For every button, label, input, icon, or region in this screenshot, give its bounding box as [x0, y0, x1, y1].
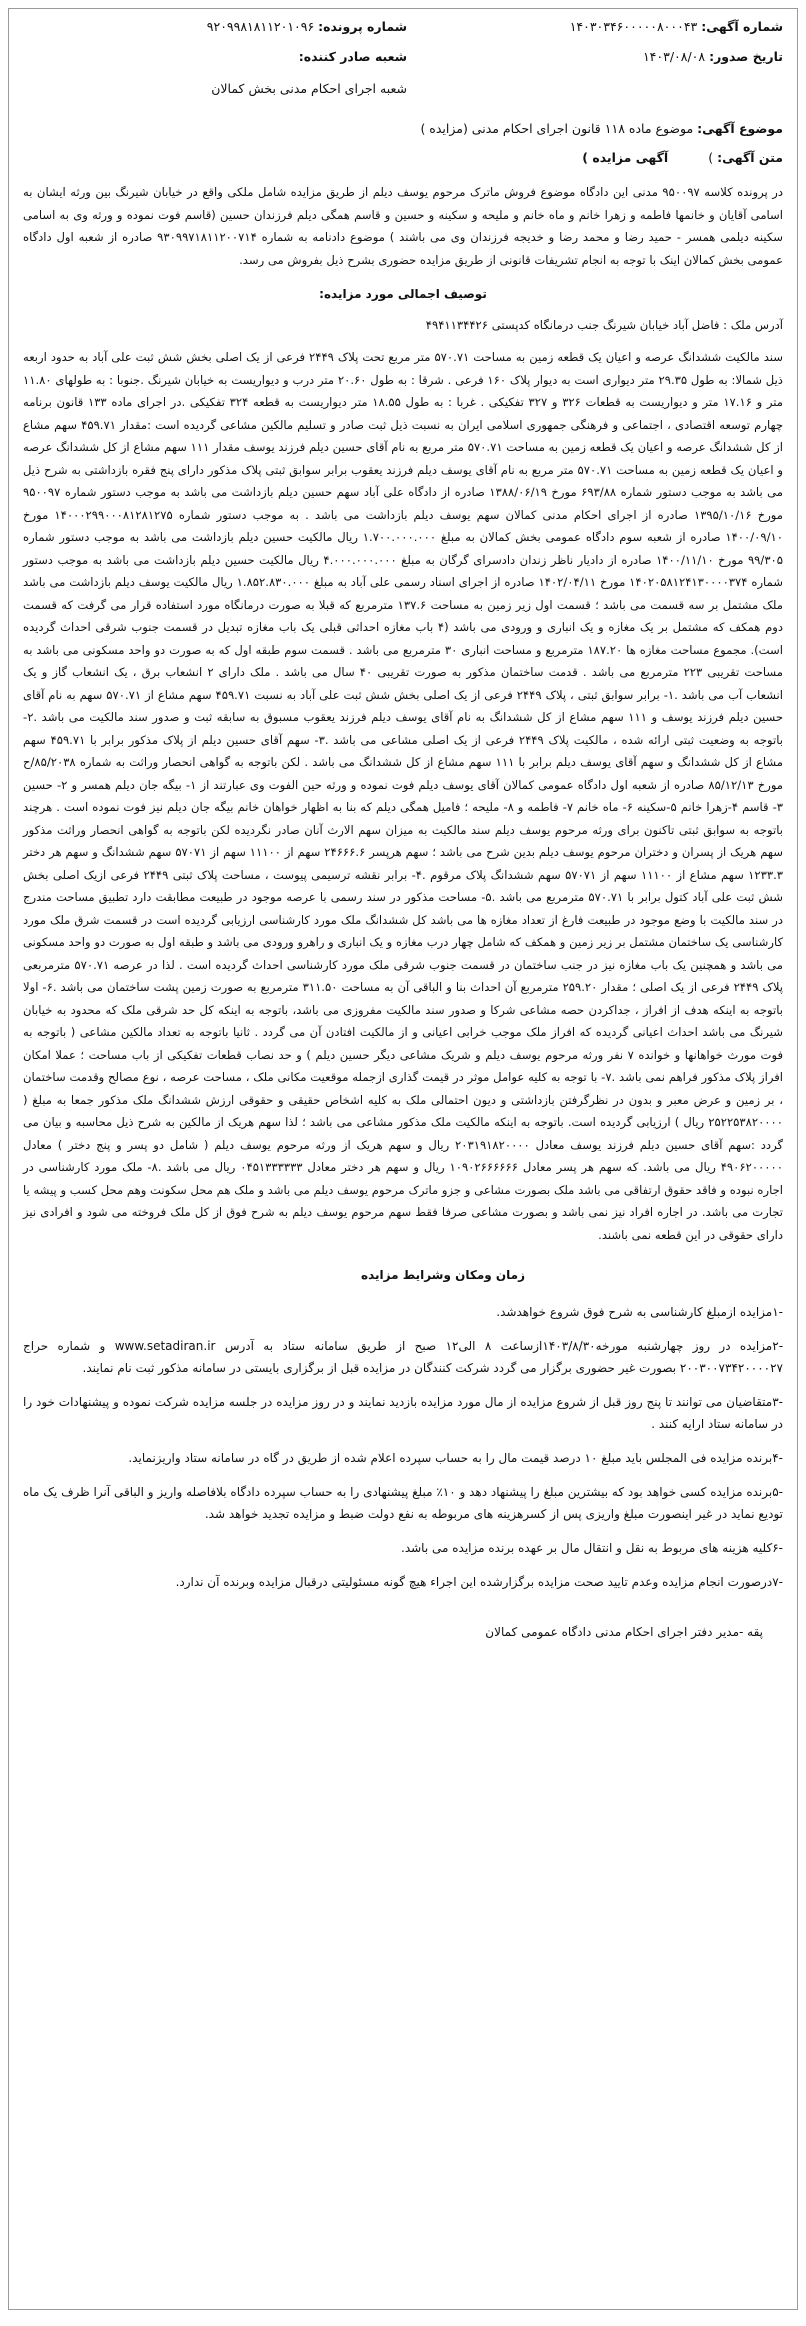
condition-item: -۵برنده مزایده کسی خواهد بود که بیشترین مبلغ را پیشنهاد دهد و ۱۰٪ مبلغ پیشنهادی را به حساب سپرده دادگاه بلافاصله واریز و الباقی آنرا ظرف یک ماه تودیع نماید در غیر اینصورت مبلغ واریزی پس از کسرهزینه های مربوطه به نفع دولت ضبط و مزایده تجدید خواهد شد.	[23, 1484, 784, 1521]
issue-date-label: تاریخ صدور:	[709, 49, 783, 64]
intro-paragraph: در پرونده کلاسه ۹۵۰۰۹۷ مدنی این دادگاه موضوع فروش ماترک مرحوم یوسف دیلم از طریق مزایده شامل ملکی واقع در خیابان شیرنگ بین ورثه ایشان به اسامی آقایان و خانمها فاطمه و زهرا خانم و ماه خانم و ملیحه و سکینه و حسین و قاسم همگی دیلم فرزندان حسین (قاسم فوت نموده و ورثه وی به اسامی سکینه دیلمی همسر - حمید رضا و محمد رضا و خدیجه فرزندان وی می باشند ) موضوع دادنامه به شماره ۹۳۰۹۹۷۱۸۱۱۲۰۰۷۱۴ صادره از شعبه اول دادگاه عمومی بخش کمالان اینک با توجه به انجام تشریفات قانونی از طریق مزایده حضوری بشرح ذیل بفروش می رسد.	[23, 185, 783, 267]
condition-item: -۱مزایده ازمبلغ کارشناسی به شرح فوق شروع خواهدشد.	[496, 1304, 783, 1319]
notice-meta	[9, 121, 797, 165]
condition-item: -۷درصورت انجام مزایده وعدم تایید صحت مزایده برگزارشده این اجراء هیچ گونه مسئولیتی درقبال مزایده وبرنده آن ندارد.	[175, 1574, 783, 1589]
signature-line: پقه -مدیر دفتر اجرای احکام مدنی دادگاه عمومی کمالان	[485, 1624, 763, 1639]
details-paragraph: سند مالکیت ششدانگ عرصه و اعیان یک قطعه زمین به مساحت ۵۷۰.۷۱ متر مربع تحت پلاک ۲۴۴۹ فرعی از یک اصلی بخش شش ثبت علی آباد به حدود اربعه ذیل شمالا: به طول ۲۹.۳۵ متر دیواری است به دیوار پلاک ۱۶۰ فرعی . شرقا : به طول ۲۰.۶۰ متر درب و دیواریست به خیابان شیرنگ .جنوبا : به طولهای ۱۱.۸۰ متر و ۱۷.۱۶ متر و دیواریست به قطعات ۳۲۶ و ۳۲۷ تفکیکی . غربا : به طول ۱۸.۵۵ متر دیواریست به قطعه ۳۲۴ تفکیکی .در اجرای ماده ۱۳۳ قانون برنامه چهارم توسعه اقتصادی ، اجتماعی و فرهنگی جمهوری اسلامی ایران به نسبت ذیل ثبت صادر و تسلیم مالکین مشاعی گردیده است :مقدار ۴۵۹.۷۱ سهم مشاع از کل ششدانگ عرصه و اعیان یک قطعه زمین به مساحت ۵۷۰.۷۱ متر مربع به نام آقای حسین دیلم فرزند یوسف مقدار ۱۱۱ سهم مشاع از کل ششدانگ عرصه و اعیان یک قطعه زمین به مساحت ۵۷۰.۷۱ متر مربع به نام آقای یوسف دیلم فرزند یعقوب برابر سوابق ثبتی پلاک مذکور دارای پنج فقره بازداشتی به شرح ذیل می باشد به موجب دستور شماره ۶۹۳/۸۸ مورخ ۱۳۸۸/۰۶/۱۹ صادره از دادگاه علی آباد سهم حسین دیلم بازداشت می باشد به موجب دستور شماره ۹۵۰۰۹۷ مورخ ۱۳۹۵/۱۰/۱۶ صادره از اجرای احکام مدنی کمالان سهم یوسف دیلم بازداشت می باشد . به موجب دستور شماره ۱۴۰۰۰۲۹۹۰۰۰۸۱۲۸۱۲۷۵ مورخ ۱۴۰۰/۰۹/۱۰ صادره از شعبه سوم دادگاه عمومی بخش کمالان به مبلغ ۱.۷۰۰.۰۰۰.۰۰۰ ریال مالکیت حسین دیلم بازداشت می باشد به موجب دستور شماره ۹۹/۳۰۵ مورخ ۱۴۰۰/۱۱/۱۰ صادره از دادیار ناظر زندان دادسرای گرگان به مبلغ ۴.۰۰۰.۰۰۰.۰۰۰ ریال مالکیت حسین دیلم بازداشت می باشد به موجب دستور شماره ۱۴۰۲۰۵۸۱۲۴۱۳۰۰۰۰۳۷۴ مورخ ۱۴۰۲/۰۴/۱۱ صادره از اجرای اسناد رسمی علی آباد به مبلغ ۱.۸۵۲.۸۳۰.۰۰۰ ریال مالکیت یوسف دیلم بازداشت می باشد ملک مشتمل بر سه قسمت می باشد ؛ قسمت اول زیر زمین به مساحت ۱۳۷.۶ مترمربع که قبلا به صورت درمانگاه مورد استفاده قرار می گرفت که قسمت دوم همکف که مشتمل بر یک مغازه و یک انباری و ورودی می باشد (۴ باب مغازه احداثی قبلی یک باب مغازه تبدیل در قسمت جنوب شرقی احداث گردیده است). مجموع مساحت مغازه ها ۱۸۷.۲۰ مترمربع و مساحت انباری ۳۰ مترمربع می باشد . قسمت سوم طبقه اول که به صورت دو واحد مسکونی می باشد به مساحت تقریبی ۲۲۳ مترمربع می باشد . قدمت ساختمان مذکور به صورت تقریبی ۴۰ سال می باشد . ملک دارای ۲ انشعاب برق ، یک انشعاب گاز و یک انشعاب آب می باشد .۱- برابر سوابق ثبتی ، پلاک ۲۴۴۹ فرعی از یک اصلی بخش شش ثبت علی آباد به نسبت ۴۵۹.۷۱ سهم مشاع از ۵۷۰.۷۱ سهم به نام آقای حسین دیلم فرزند یوسف و ۱۱۱ سهم مشاع از کل ششدانگ به نام آقای یوسف دیلم فرزند یعقوب مسبوق به سابقه ثبت و صدور سند مالکیت می باشد .۲- باتوجه به وضعیت ثبتی ارائه شده ، مالکیت پلاک ۲۴۴۹ فرعی از یک اصلی مشاعی می باشد .۳- سهم آقای حسین دیلم از پلاک مذکور برابر با ۴۵۹.۷۱ سهم مشاع از کل ششدانگ و سهم آقای یوسف دیلم برابر با ۱۱۱ سهم مشاع از کل ششدانگ می باشد . لکن باتوجه به گواهی انحصار وراثت به شماره ۸۵/۲۰۳۸/ح مورخ ۸۵/۱۲/۱۳ صادره از شعبه اول دادگاه عمومی کمالان آقای یوسف دیلم فوت نموده و ورثه حین الفوت وی عبارتند از ۱- بیگه جان دیلم همسر و ۲- حسین ۳- قاسم ۴-زهرا خانم ۵-سکینه ۶- ماه خانم ۷- فاطمه و ۸- ملیحه ؛ فامیل همگی دیلم که بنا به اظهار خواهان خانم بیگه جان دیلم نیز فوت نموده است . هرچند باتوجه به سوابق ثبتی تاکنون برای ورثه مرحوم یوسف دیلم سند مالکیت به میزان سهم الارث آنان صادر نگردیده لکن باتوجه به گواهی انحصار وراثت مذکور سهم هریک از پسران و دختران مرحوم یوسف دیلم بدین شرح می باشد ؛ سهم هرپسر ۲۴۶۶۶.۶ سهم از ۱۱۱۰۰ سهم از ۵۷۰۷۱ سهم ششدانگ و سهم هر دختر ۱۲۳۳.۳ سهم مشاع از ۱۱۱۰۰ سهم از ۵۷۰۷۱ سهم ششدانگ پلاک مرقوم .۴- برابر نقشه ترسیمی پیوست ، مساحت پلاک ثبتی ۲۴۴۹ فرعی ازیک اصلی بخش شش ثبت علی آباد کتول برابر با ۵۷۰.۷۱ مترمربع می باشد .۵- مساحت مذکور در سند رسمی با عرصه موجود در طبیعت مطابقت دارد تطبیق مساحت مندرج در سند مالکیت با وضع موجود در طبیعت فارغ از تعداد مغازه ها می باشد کل ششدانگ ملک مورد کارشناسی ارزیابی گردیده است در قسمت شرق ملک مورد کارشناسی یک ساختمان مشتمل بر زیر زمین و همکف که شامل چهار درب مغازه و یک انباری و راهرو ورودی می باشد و طبقه اول به صورت دو واحد مسکونی می باشد و همچنین یک باب مغازه نیز در جنب ساختمان در قسمت جنوب شرقی ملک مورد کارشناسی احداث گردیده است . لذا در عرصه ۵۷۰.۷۱ مترمربعی پلاک ۲۴۴۹ فرعی از یک اصلی ؛ مقدار ۲۵۹.۲۰ مترمربع آن احداث بنا و الباقی آن به مساحت ۳۱۱.۵۰ مترمربع به صورت زمین پشت ساختمان می باشد .۶- اولا باتوجه به اینکه هدف از افراز ، جداکردن حصه مشاعی شرکا و صدور سند مالکیت مفروزی می باشد، باتوجه به اینکه کل حد شرقی ملک که محدود به خیابان شیرنگ می باشد احداث اعیانی گردیده که افراز ملک موجب خرابی اعیانی و از مالکیت افتادن آن می گردد . ثانیا باتوجه به تعداد مالکین مشاعی ( باتوجه به فوت مورث خواهانها و خوانده ۷ نفر ورثه مرحوم یوسف دیلم و شریک مشاعی دیگر حسین دیلم ) و حد نصاب قطعات تفکیکی از باب مساحت ؛ عملا امکان افراز پلاک مذکور فراهم نمی باشد .۷- با توجه به کلیه عوامل موثر در قیمت گذاری ازجمله موقعیت مکانی ملک ، مساحت عرصه ، نوع مصالح وقدمت ساختمان ، بر زمین و عرض معبر و بدون در نظرگرفتن بازداشتی و دیون احتمالی ملک به کلیه اشخاص حقیقی و حقوقی ارزش ششدانگ ملک مذکور جمعا به مبلغ ( ۲۵۲۲۵۳۸۲۰۰۰۰ ریال ) ارزیابی گردیده است. باتوجه به اینکه مالکیت ملک مذکور مشاعی می باشد ؛ لذا سهم هریک از مالکین به شرح ذیل محاسبه و بیان می گردد :سهم آقای حسین دیلم فرزند یوسف معادل ۲۰۳۱۹۱۸۲۰۰۰۰ ریال و سهم هریک از ورثه مرحوم یوسف دیلم ( شامل دو پسر و پنج دختر ) معادل ۴۹۰۶۲۰۰۰۰۰ ریال می باشد. که سهم هر پسر معادل ۱۰۹۰۲۶۶۶۶۶۶ ریال و سهم هر دختر معادل ۰۴۵۱۳۳۳۳۳۳ ریال می باشد .۸- ملک مورد کارشناسی در اجاره نبوده و فاقد حقوق ارتفاقی می باشد ملک بصورت مشاعی و جزو ماترک مرحوم یوسف دیلم می باشد و ملک هم محل سکونت وهم محل کسب و پیشه یا تجارت می باشد. در اجاره افراد نیز نمی باشد و بصورت مشاعی صرفا فقط سهم مرحوم یوسف دیلم به شرح فوق از کل ملک فروخته می شود و افرادی نیز دارای حقوقی در این قطعه نمی باشند.	[23, 350, 784, 1242]
address-paragraph: آدرس ملک : فاضل آباد خیابان شیرنگ جنب درمانگاه کدپستی ۴۹۴۱۱۳۴۴۲۶	[425, 317, 783, 332]
ad-number-label: شماره آگهی:	[701, 19, 783, 34]
case-number-value: ۹۲۰۹۹۸۱۸۱۱۲۰۱۰۹۶	[206, 19, 315, 34]
ad-number-value: ۱۴۰۳۰۳۴۶۰۰۰۰۰۸۰۰۰۴۳	[569, 19, 698, 34]
condition-item: -۴برنده مزایده فی المجلس باید مبلغ ۱۰ درصد قیمت مال را به حساب سپرده اعلام شده از طریق در گاه در سامانه ستاد واریزنماید.	[128, 1450, 783, 1465]
summary-title: توصیف اجمالی مورد مزایده:	[319, 287, 487, 301]
condition-item: -۶کلیه هزینه های مربوط به نقل و انتقال مال بر عهده برنده مزایده می باشد.	[401, 1540, 783, 1555]
subject-label: موضوع آگهی:	[697, 121, 783, 136]
condition-item: -۲مزایده در روز چهارشنبه مورخه۱۴۰۳/۸/۳۰ازساعت ۸ الی۱۲ صبح از طریق سامانه ستاد به آدرس www.setadiran.ir و شماره حراج ۲۰۰۳۰۰۷۳۴۲۰۰۰۰۲۷ بصورت غیر حضوری برگزار می گردد شرکت کنندگان در مزایده قبل از برگزاری بایستی در سامانه مذکور ثبت نام نمایند.	[23, 1338, 784, 1375]
text-heading-row	[23, 150, 783, 165]
condition-item: -۳متقاضیان می توانند تا پنج روز قبل از شروع مزایده از مال مورد مزایده بازدید نمایند و در روز مزایده در جلسه مزایده شرکت نموده و پیشنهادات خود را در سامانه ستاد ارایه کنند .	[23, 1394, 783, 1431]
issue-date-value: ۱۴۰۳/۰۸/۰۸	[642, 49, 706, 64]
case-number-label: شماره پرونده:	[318, 19, 407, 34]
notice-body	[9, 165, 797, 1643]
subject-row	[23, 121, 783, 136]
case-number	[207, 19, 407, 34]
issue-date	[643, 49, 783, 64]
issuer	[299, 49, 407, 64]
ad-number	[570, 19, 783, 34]
notice-page	[8, 8, 798, 2310]
issuer-label: شعبه صادر کننده:	[298, 49, 407, 64]
text-heading-paren: )	[708, 150, 714, 165]
text-heading-label: متن آگهی:	[717, 150, 783, 165]
subject-value: موضوع ماده ۱۱۸ قانون اجرای احکام مدنی (مزایده )	[420, 121, 694, 136]
notice-header	[9, 9, 797, 107]
issuer-value: شعبه اجرای احکام مدنی بخش کمالان	[211, 81, 407, 96]
text-heading-value: آگهی مزایده )	[582, 150, 669, 165]
issuer-value-row	[211, 81, 407, 96]
conditions-title: زمان ومکان وشرایط مزایده	[361, 1268, 525, 1282]
